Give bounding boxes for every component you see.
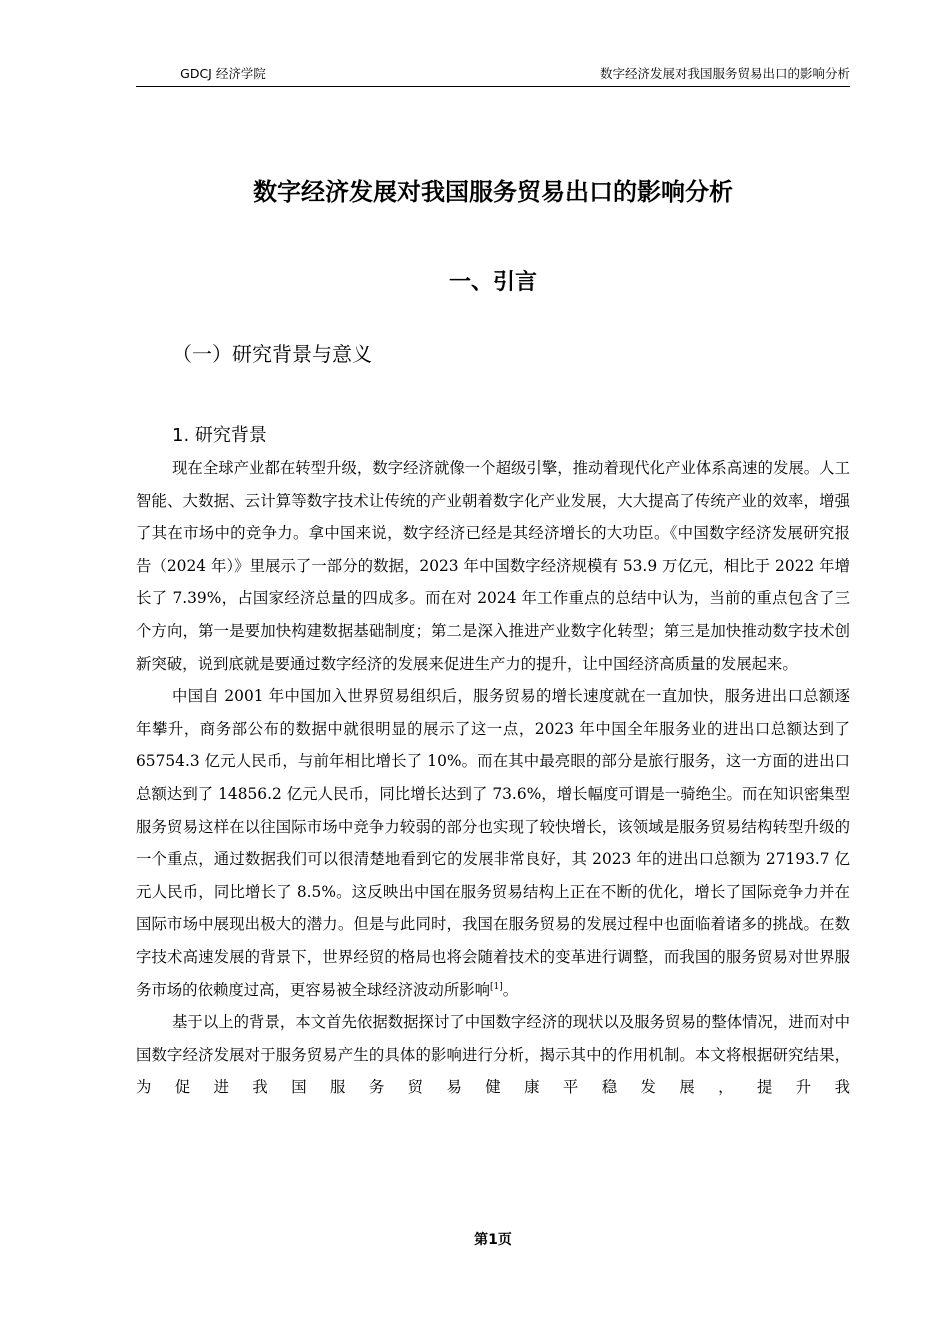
subsection-heading-background: （一）研究背景与意义 xyxy=(172,342,372,366)
item-heading-research-background: 1. 研究背景 xyxy=(172,425,267,446)
header-school: GDCJ 经济学院 xyxy=(180,66,266,81)
section-heading-introduction: 一、引言 xyxy=(448,270,537,295)
document-title: 数字经济发展对我国服务贸易出口的影响分析 xyxy=(253,178,733,206)
body-text xyxy=(136,452,850,1104)
paragraph-2 xyxy=(136,680,850,1006)
paragraph-2-end: 。 xyxy=(502,980,519,999)
page-header xyxy=(136,62,850,87)
paragraph-2-text: 中国自 2001 年中国加入世界贸易组织后，服务贸易的增长速度就在一直加快，服务进出口总额逐年攀升，商务部公布的数据中就很明显的展示了这一点，2023 年中国全年服务业的进出口总额达到了 65754.3 亿元人民币，与前年相比增长了 10%。而在其中最亮眼的部分是旅行服务，这一方面的进出口总额达到了 14856.2 亿元人民币，同比增长达到了 73.6%，增长幅度可谓是一骑绝尘。而在知识密集型服务贸易这样在以往国际市场中竞争力较弱的部分也实现了较快增长，该领域是服务贸易结构转型升级的一个重点，通过数据我们可以很清楚地看到它的发展非常良好，其 2023 年的进出口总额为 27193.7 亿元人民币，同比增长了 8.5%。这反映出中国在服务贸易结构上正在不断的优化，增长了国际竞争力并在国际市场中展现出极大的潜力。但是与此同时，我国在服务贸易的发展过程中也面临着诸多的挑战。在数字技术高速发展的背景下，世界经贸的格局也将会随着技术的变革进行调整，而我国的服务贸易对世界服务市场的依赖度过高，更容易被全球经济波动所影响 xyxy=(136,687,850,999)
paragraph-1: 现在全球产业都在转型升级，数字经济就像一个超级引擎，推动着现代化产业体系高速的发展。人工智能、大数据、云计算等数字技术让传统的产业朝着数字化产业发展，大大提高了传统产业的效率，增强了其在市场中的竞争力。拿中国来说，数字经济已经是其经济增长的大功臣。《中国数字经济发展研究报告（2024 年）》里展示了一部分的数据，2023 年中国数字经济规模有 53.9 万亿元，相比于 2022 年增长了 7.39%，占国家经济总量的四成多。而在对 2024 年工作重点的总结中认为，当前的重点包含了三个方向，第一是要加快构建数据基础制度；第二是深入推进产业数字化转型；第三是加快推动数字技术创新突破，说到底就是要通过数字经济的发展来促进生产力的提升，让中国经济高质量的发展起来。 xyxy=(136,459,850,673)
paragraph-3: 基于以上的背景，本文首先依据数据探讨了中国数字经济的现状以及服务贸易的整体情况，进而对中国数字经济发展对于服务贸易产生的具体的影响进行分析，揭示其中的作用机制。本文将根据研究结果，为促进我国服务贸易健康平稳发展，提升我 xyxy=(136,1013,850,1097)
citation-1: [1] xyxy=(490,981,503,992)
page-number: 第1页 xyxy=(474,1232,512,1248)
header-running-title: 数字经济发展对我国服务贸易出口的影响分析 xyxy=(599,66,850,81)
